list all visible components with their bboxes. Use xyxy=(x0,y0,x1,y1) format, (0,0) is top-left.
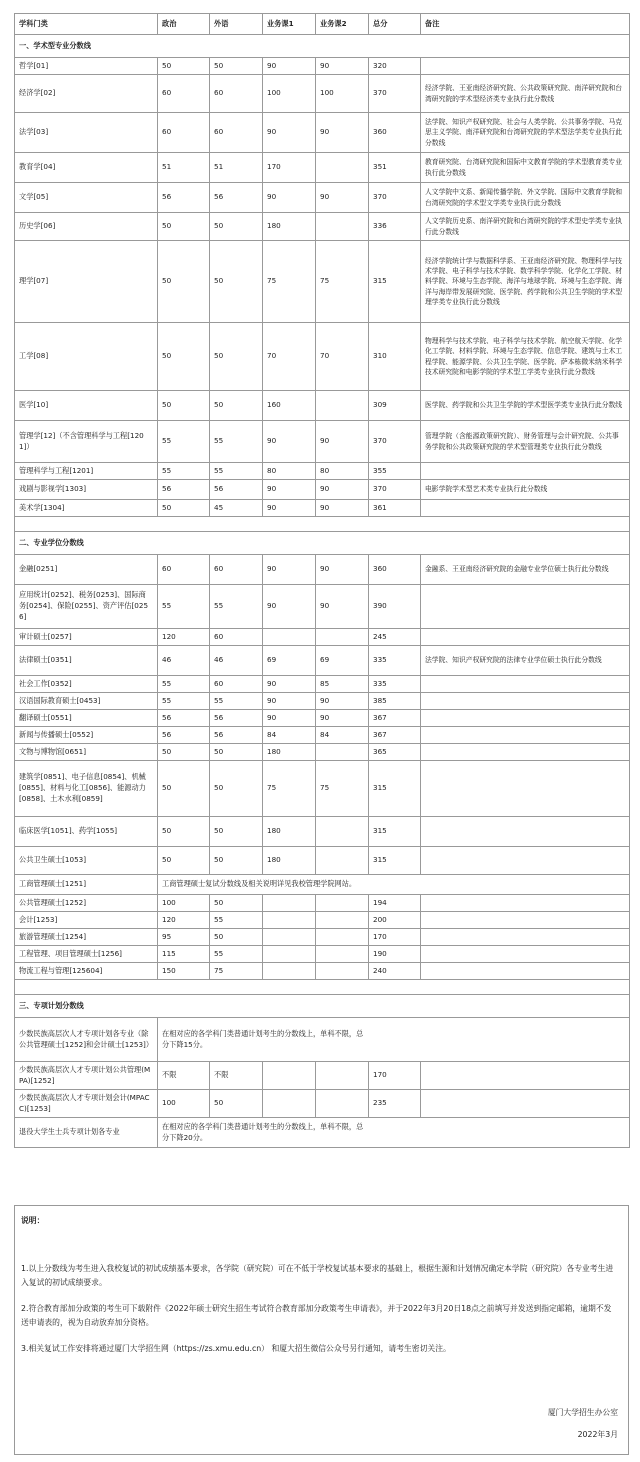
score-cell: 90 xyxy=(316,58,369,75)
section-title: 一、学术型专业分数线 xyxy=(15,35,630,58)
score-cell: 不限 xyxy=(210,1062,263,1090)
score-cell: 365 xyxy=(369,744,421,761)
score-cell: 90 xyxy=(263,693,316,710)
subject-cell: 法律硕士[0351] xyxy=(15,646,158,676)
score-cell: 50 xyxy=(210,58,263,75)
score-cell: 170 xyxy=(369,929,421,946)
table-row xyxy=(15,847,630,875)
merged-note-cell: 在相对应的各学科门类普通计划考生的分数线上，单科不限，总分下降15分。 xyxy=(158,1018,630,1062)
score-cell: 90 xyxy=(263,58,316,75)
score-cell: 55 xyxy=(210,693,263,710)
score-cell: 90 xyxy=(263,555,316,585)
table-row xyxy=(15,183,630,213)
score-cell: 90 xyxy=(316,500,369,517)
score-cell: 70 xyxy=(316,323,369,391)
table-row xyxy=(15,629,630,646)
score-cell xyxy=(263,629,316,646)
table-row xyxy=(15,391,630,421)
score-cell: 360 xyxy=(369,555,421,585)
score-cell: 60 xyxy=(210,676,263,693)
score-cell: 75 xyxy=(316,761,369,817)
remark-cell: 人文学院中文系、新闻传播学院、外文学院、国际中文教育学院和台湾研究院的学术型文学类专业执行此分数线 xyxy=(421,183,630,213)
score-cell: 60 xyxy=(210,629,263,646)
score-cell: 90 xyxy=(263,113,316,153)
score-cell: 56 xyxy=(158,480,210,500)
score-cell: 235 xyxy=(369,1090,421,1118)
remark-cell: 教育研究院、台湾研究院和国际中文教育学院的学术型教育类专业执行此分数线 xyxy=(421,153,630,183)
score-cell: 55 xyxy=(210,421,263,463)
score-cell: 370 xyxy=(369,480,421,500)
section-gap xyxy=(15,980,630,995)
subject-cell: 退役大学生士兵专项计划各专业 xyxy=(15,1118,158,1148)
subject-cell: 会计[1253] xyxy=(15,912,158,929)
score-cell: 90 xyxy=(316,585,369,629)
header-row xyxy=(15,14,630,35)
score-cell: 367 xyxy=(369,710,421,727)
subject-cell: 旅游管理硕士[1254] xyxy=(15,929,158,946)
score-cell xyxy=(316,1090,369,1118)
issue-date: 2022年3月 xyxy=(577,1430,618,1439)
table-row xyxy=(15,555,630,585)
score-cell xyxy=(263,1062,316,1090)
score-cell: 100 xyxy=(158,1090,210,1118)
table-row xyxy=(15,1090,630,1118)
remark-cell: 经济学院统计学与数据科学系、王亚南经济研究院、物理科学与技术学院、电子科学与技术学院、数学科学学院、化学化工学院、材料学院、环境与生态学院、海洋与地球学院、环境与生态学院、海洋与海岸带发展研究院、医学院、药学院和公共卫生学院的学术型理学类专业执行此分数线 xyxy=(421,241,630,323)
score-cell: 90 xyxy=(316,183,369,213)
score-cell xyxy=(316,912,369,929)
remark-cell: 医学院、药学院和公共卫生学院的学术型医学类专业执行此分数线 xyxy=(421,391,630,421)
subject-cell: 管理学[12]（不含管理科学与工程[1201]） xyxy=(15,421,158,463)
score-cell: 56 xyxy=(158,710,210,727)
score-cell: 50 xyxy=(158,58,210,75)
table-row xyxy=(15,585,630,629)
score-cell: 50 xyxy=(158,213,210,241)
score-cell: 90 xyxy=(316,710,369,727)
subject-cell: 文学[05] xyxy=(15,183,158,213)
header-cell: 业务课2 xyxy=(316,14,369,35)
score-cell: 180 xyxy=(263,817,316,847)
score-cell: 90 xyxy=(263,676,316,693)
remark-cell xyxy=(421,761,630,817)
score-cell: 100 xyxy=(158,895,210,912)
merged-note-cell: 工商管理硕士复试分数线及相关说明详见我校管理学院网站。 xyxy=(158,875,630,895)
score-cell: 90 xyxy=(263,710,316,727)
score-cell xyxy=(263,1090,316,1118)
score-cell: 56 xyxy=(210,727,263,744)
score-cell: 367 xyxy=(369,727,421,744)
score-cell: 75 xyxy=(263,241,316,323)
table-row xyxy=(15,912,630,929)
remark-cell xyxy=(421,929,630,946)
score-cell xyxy=(316,847,369,875)
remark-cell: 经济学院、王亚南经济研究院、公共政策研究院、南洋研究院和台湾研究院的学术型经济类专业执行此分数线 xyxy=(421,75,630,113)
notes-title: 说明： xyxy=(21,1216,45,1225)
score-cell: 46 xyxy=(158,646,210,676)
score-cell: 355 xyxy=(369,463,421,480)
score-cell: 84 xyxy=(316,727,369,744)
remark-cell xyxy=(421,1090,630,1118)
score-cell: 120 xyxy=(158,912,210,929)
score-cell: 309 xyxy=(369,391,421,421)
table-row xyxy=(15,75,630,113)
remark-cell xyxy=(421,1062,630,1090)
score-cell xyxy=(263,895,316,912)
score-cell xyxy=(263,946,316,963)
score-cell: 55 xyxy=(210,463,263,480)
subject-cell: 理学[07] xyxy=(15,241,158,323)
score-cell: 55 xyxy=(158,585,210,629)
score-cell: 90 xyxy=(263,421,316,463)
subject-cell: 教育学[04] xyxy=(15,153,158,183)
table-row xyxy=(15,1062,630,1090)
table-row xyxy=(15,463,630,480)
subject-cell: 公共卫生硕士[1053] xyxy=(15,847,158,875)
subject-cell: 历史学[06] xyxy=(15,213,158,241)
score-cell: 370 xyxy=(369,421,421,463)
table-row xyxy=(15,817,630,847)
score-cell: 90 xyxy=(316,693,369,710)
score-cell: 80 xyxy=(316,463,369,480)
score-cell: 170 xyxy=(369,1062,421,1090)
subject-cell: 少数民族高层次人才专项计划会计(MPACC)[1253] xyxy=(15,1090,158,1118)
table-row xyxy=(15,744,630,761)
score-cell: 51 xyxy=(158,153,210,183)
table-row xyxy=(15,676,630,693)
score-cell: 75 xyxy=(316,241,369,323)
header-cell: 备注 xyxy=(421,14,630,35)
score-cell: 69 xyxy=(316,646,369,676)
score-cell: 315 xyxy=(369,817,421,847)
score-cell: 90 xyxy=(316,480,369,500)
table-row xyxy=(15,480,630,500)
score-cell: 56 xyxy=(210,183,263,213)
score-cell xyxy=(316,213,369,241)
score-cell: 45 xyxy=(210,500,263,517)
remark-cell xyxy=(421,710,630,727)
score-cell: 90 xyxy=(316,555,369,585)
score-cell xyxy=(316,929,369,946)
issuer: 厦门大学招生办公室 xyxy=(547,1408,618,1417)
subject-cell: 公共管理硕士[1252] xyxy=(15,895,158,912)
section-gap xyxy=(15,517,630,532)
subject-cell: 法学[03] xyxy=(15,113,158,153)
score-cell: 315 xyxy=(369,241,421,323)
table-row xyxy=(15,710,630,727)
remark-cell xyxy=(421,895,630,912)
subject-cell: 新闻与传播硕士[0552] xyxy=(15,727,158,744)
score-cell: 390 xyxy=(369,585,421,629)
score-cell: 60 xyxy=(210,75,263,113)
score-cell: 50 xyxy=(158,500,210,517)
subject-cell: 少数民族高层次人才专项计划各专业（除公共管理硕士[1252]和会计硕士[1253]） xyxy=(15,1018,158,1062)
score-cell: 50 xyxy=(210,213,263,241)
remark-cell: 法学院、知识产权研究院、社会与人类学院、公共事务学院、马克思主义学院、南洋研究院和台湾研究院的学术型法学类专业执行此分数线 xyxy=(421,113,630,153)
score-cell: 50 xyxy=(210,323,263,391)
table-row xyxy=(15,213,630,241)
score-cell: 245 xyxy=(369,629,421,646)
score-cell: 50 xyxy=(210,1090,263,1118)
score-cell: 351 xyxy=(369,153,421,183)
score-cell: 194 xyxy=(369,895,421,912)
score-cell xyxy=(263,929,316,946)
subject-cell: 社会工作[0352] xyxy=(15,676,158,693)
score-cell xyxy=(316,1062,369,1090)
remark-cell: 法学院、知识产权研究院的法律专业学位硕士执行此分数线 xyxy=(421,646,630,676)
remark-cell xyxy=(421,912,630,929)
remark-cell xyxy=(421,946,630,963)
score-cell xyxy=(316,153,369,183)
score-cell xyxy=(263,963,316,980)
score-cell: 46 xyxy=(210,646,263,676)
table-row xyxy=(15,1018,630,1062)
score-cell: 360 xyxy=(369,113,421,153)
remark-cell: 物理科学与技术学院、电子科学与技术学院、航空航天学院、化学化工学院、材料学院、环境与生态学院、信息学院、建筑与土木工程学院、能源学院、公共卫生学院、医学院、萨本栋微米纳米科学技术研究院和电影学院的学术型工学类专业执行此分数线 xyxy=(421,323,630,391)
score-cell: 315 xyxy=(369,761,421,817)
score-cell: 75 xyxy=(210,963,263,980)
score-cell: 56 xyxy=(158,727,210,744)
section-title-row xyxy=(15,995,630,1018)
score-cell: 115 xyxy=(158,946,210,963)
score-cell: 170 xyxy=(263,153,316,183)
score-cell: 55 xyxy=(210,912,263,929)
score-cell: 50 xyxy=(210,241,263,323)
subject-cell: 金融[0251] xyxy=(15,555,158,585)
section-title-row xyxy=(15,35,630,58)
table-row xyxy=(15,963,630,980)
score-cell: 180 xyxy=(263,213,316,241)
score-cell: 50 xyxy=(158,744,210,761)
score-cell: 50 xyxy=(210,817,263,847)
subject-cell: 文物与博物馆[0651] xyxy=(15,744,158,761)
score-cell: 60 xyxy=(158,113,210,153)
remark-cell xyxy=(421,500,630,517)
score-cell: 60 xyxy=(158,555,210,585)
score-cell: 50 xyxy=(158,817,210,847)
remark-cell xyxy=(421,727,630,744)
score-cell: 85 xyxy=(316,676,369,693)
score-cell: 不限 xyxy=(158,1062,210,1090)
score-cell: 84 xyxy=(263,727,316,744)
section-title: 二、专业学位分数线 xyxy=(15,532,630,555)
note-item-2: 2.符合教育部加分政策的考生可下载附件《2022年硕士研究生招生考试符合教育部加分政策考生申请表》，并于2022年3月20日18点之前填写并发送到指定邮箱，逾期不发送申请表的，视为自动放弃加分资格。 xyxy=(21,1304,612,1328)
table-row xyxy=(15,153,630,183)
remark-cell xyxy=(421,693,630,710)
table-row xyxy=(15,895,630,912)
section-title-row xyxy=(15,532,630,555)
table-row xyxy=(15,946,630,963)
score-cell: 190 xyxy=(369,946,421,963)
score-cell: 200 xyxy=(369,912,421,929)
table-row xyxy=(15,929,630,946)
score-cell: 60 xyxy=(210,113,263,153)
score-cell: 315 xyxy=(369,847,421,875)
header-cell: 学科门类 xyxy=(15,14,158,35)
score-cell: 69 xyxy=(263,646,316,676)
remark-cell xyxy=(421,629,630,646)
score-cell xyxy=(263,912,316,929)
score-cell: 50 xyxy=(210,744,263,761)
score-cell: 50 xyxy=(158,847,210,875)
table-row xyxy=(15,58,630,75)
table-row xyxy=(15,323,630,391)
score-cell: 335 xyxy=(369,676,421,693)
score-cell: 240 xyxy=(369,963,421,980)
score-cell: 335 xyxy=(369,646,421,676)
score-cell: 90 xyxy=(316,113,369,153)
score-cell: 160 xyxy=(263,391,316,421)
table-row xyxy=(15,113,630,153)
score-table xyxy=(14,13,630,1148)
score-cell: 75 xyxy=(263,761,316,817)
score-cell: 56 xyxy=(158,183,210,213)
score-cell: 385 xyxy=(369,693,421,710)
score-cell xyxy=(316,946,369,963)
header-cell: 业务课1 xyxy=(263,14,316,35)
score-cell: 50 xyxy=(210,391,263,421)
subject-cell: 哲学[01] xyxy=(15,58,158,75)
section-title: 三、专项计划分数线 xyxy=(15,995,630,1018)
score-cell: 60 xyxy=(158,75,210,113)
table-row xyxy=(15,875,630,895)
subject-cell: 美术学[1304] xyxy=(15,500,158,517)
score-cell xyxy=(316,817,369,847)
table-row xyxy=(15,693,630,710)
score-cell: 370 xyxy=(369,75,421,113)
table-row xyxy=(15,761,630,817)
score-cell: 55 xyxy=(158,676,210,693)
remark-cell xyxy=(421,585,630,629)
score-cell: 90 xyxy=(263,183,316,213)
score-cell: 55 xyxy=(158,693,210,710)
score-cell: 120 xyxy=(158,629,210,646)
merged-note-cell: 在相对应的各学科门类普通计划考生的分数线上，单科不限，总分下降20分。 xyxy=(158,1118,630,1148)
score-cell: 55 xyxy=(210,946,263,963)
score-cell: 361 xyxy=(369,500,421,517)
gap-cell xyxy=(15,980,630,995)
score-cell: 180 xyxy=(263,847,316,875)
score-cell: 55 xyxy=(210,585,263,629)
remark-cell xyxy=(421,744,630,761)
score-cell: 70 xyxy=(263,323,316,391)
table-row xyxy=(15,421,630,463)
subject-cell: 工程管理、项目管理硕士[1256] xyxy=(15,946,158,963)
score-cell: 90 xyxy=(316,421,369,463)
subject-cell: 管理科学与工程[1201] xyxy=(15,463,158,480)
table-row xyxy=(15,646,630,676)
score-cell: 50 xyxy=(210,761,263,817)
remark-cell: 电影学院学术型艺术类专业执行此分数线 xyxy=(421,480,630,500)
remark-cell xyxy=(421,463,630,480)
score-cell: 55 xyxy=(158,421,210,463)
score-cell xyxy=(316,895,369,912)
remark-cell: 金融系、王亚南经济研究院的金融专业学位硕士执行此分数线 xyxy=(421,555,630,585)
score-cell: 90 xyxy=(263,500,316,517)
score-cell: 100 xyxy=(263,75,316,113)
score-cell: 51 xyxy=(210,153,263,183)
subject-cell: 物流工程与管理[125604] xyxy=(15,963,158,980)
subject-cell: 临床医学[1051]、药学[1055] xyxy=(15,817,158,847)
table-row xyxy=(15,500,630,517)
remark-cell xyxy=(421,847,630,875)
score-cell: 370 xyxy=(369,183,421,213)
header-cell: 外语 xyxy=(210,14,263,35)
note-item-3: 3.相关复试工作安排将通过厦门大学招生网（https://zs.xmu.edu.cn） 和厦大招生微信公众号另行通知，请考生密切关注。 xyxy=(21,1344,451,1353)
score-cell: 50 xyxy=(210,929,263,946)
score-cell xyxy=(316,391,369,421)
header-cell: 总分 xyxy=(369,14,421,35)
score-cell: 50 xyxy=(158,241,210,323)
subject-cell: 工学[08] xyxy=(15,323,158,391)
table-row xyxy=(15,241,630,323)
gap-cell xyxy=(15,517,630,532)
score-cell xyxy=(316,629,369,646)
score-cell: 50 xyxy=(158,761,210,817)
score-cell: 95 xyxy=(158,929,210,946)
subject-cell: 应用统计[0252]、税务[0253]、国际商务[0254]、保险[0255]、资产评估[0256] xyxy=(15,585,158,629)
subject-cell: 汉语国际教育硕士[0453] xyxy=(15,693,158,710)
score-cell: 56 xyxy=(210,710,263,727)
score-cell: 56 xyxy=(210,480,263,500)
table-row xyxy=(15,1118,630,1148)
score-cell xyxy=(316,963,369,980)
remark-cell xyxy=(421,676,630,693)
score-cell: 180 xyxy=(263,744,316,761)
score-cell: 55 xyxy=(158,463,210,480)
subject-cell: 建筑学[0851]、电子信息[0854]、机械[0855]、材料与化工[0856]、能源动力[0858]、土木水利[0859] xyxy=(15,761,158,817)
subject-cell: 戏剧与影视学[1303] xyxy=(15,480,158,500)
score-cell: 150 xyxy=(158,963,210,980)
notes-box xyxy=(14,1205,629,1455)
subject-cell: 经济学[02] xyxy=(15,75,158,113)
score-cell: 336 xyxy=(369,213,421,241)
subject-cell: 工商管理硕士[1251] xyxy=(15,875,158,895)
score-cell: 90 xyxy=(263,480,316,500)
score-cell: 320 xyxy=(369,58,421,75)
score-cell: 100 xyxy=(316,75,369,113)
subject-cell: 翻译硕士[0551] xyxy=(15,710,158,727)
score-cell: 50 xyxy=(210,895,263,912)
note-item-1: 1.以上分数线为考生进入我校复试的初试成绩基本要求，各学院（研究院）可在不低于学校复试基本要求的基础上，根据生源和计划情况确定本学院（研究院）各专业考生进入复试的初试成绩要求。 xyxy=(21,1264,614,1288)
remark-cell: 管理学院（含能源政策研究院）、财务管理与会计研究院、公共事务学院和公共政策研究院的学术型管理类专业执行此分数线 xyxy=(421,421,630,463)
subject-cell: 医学[10] xyxy=(15,391,158,421)
score-cell: 50 xyxy=(210,847,263,875)
remark-cell xyxy=(421,817,630,847)
score-cell: 60 xyxy=(210,555,263,585)
header-cell: 政治 xyxy=(158,14,210,35)
score-cell: 310 xyxy=(369,323,421,391)
score-cell xyxy=(316,744,369,761)
subject-cell: 少数民族高层次人才专项计划公共管理(MPA)[1252] xyxy=(15,1062,158,1090)
subject-cell: 审计硕士[0257] xyxy=(15,629,158,646)
score-cell: 90 xyxy=(263,585,316,629)
score-cell: 50 xyxy=(158,323,210,391)
remark-cell: 人文学院历史系、南洋研究院和台湾研究院的学术型史学类专业执行此分数线 xyxy=(421,213,630,241)
score-cell: 80 xyxy=(263,463,316,480)
remark-cell xyxy=(421,963,630,980)
remark-cell xyxy=(421,58,630,75)
score-cell: 50 xyxy=(158,391,210,421)
table-row xyxy=(15,727,630,744)
